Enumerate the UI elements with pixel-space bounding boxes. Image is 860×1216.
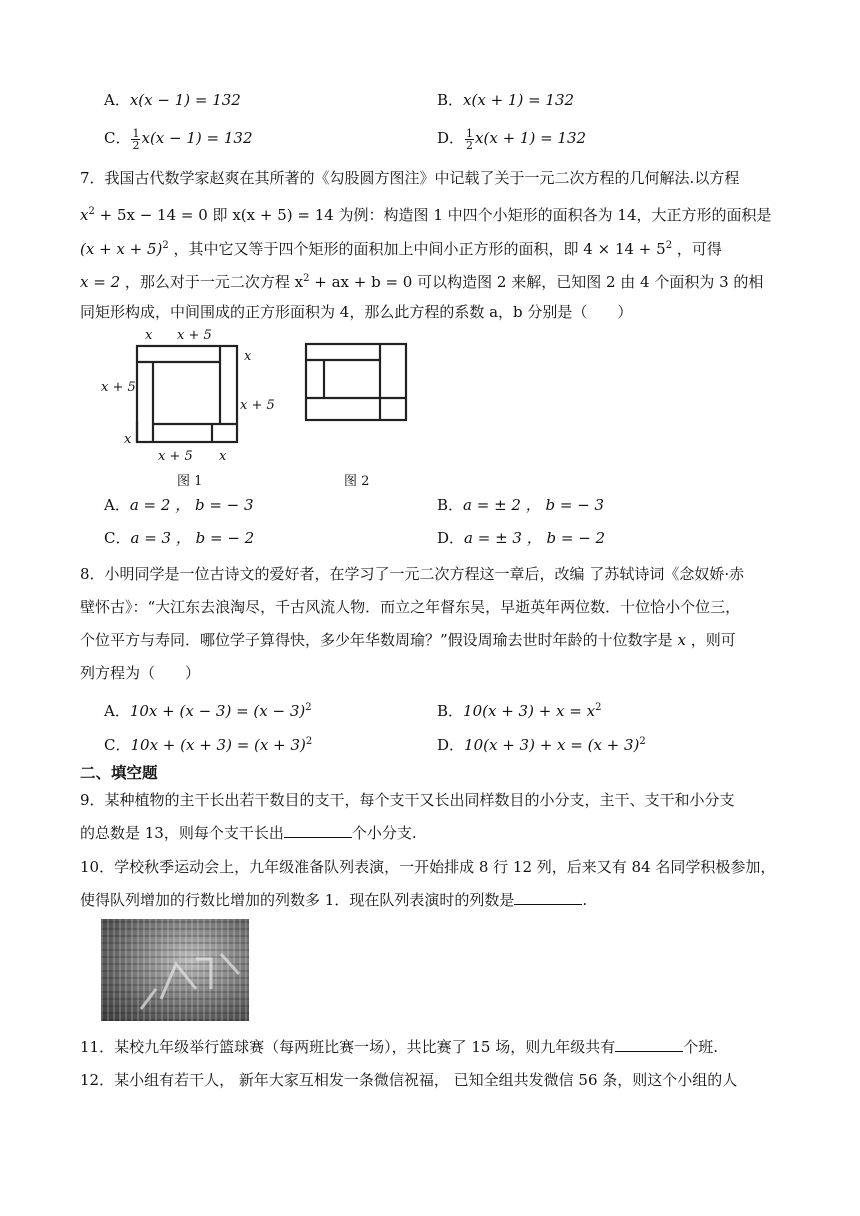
figure-2-diagram: [300, 340, 412, 422]
q7-line-3: $(x + x + 5)^2$ ，其中它又等于四个矩形的面积加上中间小正方形的面积，即 $4 \times 14 + 5^2$ ，可得: [80, 240, 722, 258]
q7-option-c: C．a = 3 ， b = − 2: [104, 529, 255, 547]
q8-option-b: B．$10(x + 3) + x = x^2$: [437, 702, 602, 720]
q8-option-d: D．$10(x + 3) + x = (x + 3)^2$: [437, 736, 646, 754]
answer-blank[interactable]: [514, 889, 582, 905]
answer-blank[interactable]: [284, 822, 352, 838]
q12-line-1: 12．某小组有若干人， 新年大家互相发一条微信祝福， 已知全组共发微信 56 条，则这个小组的人: [80, 1071, 738, 1089]
q10-line-2: 使得队列增加的行数比增加的列数多 1．现在队列表演时的列数是 .: [80, 891, 588, 909]
q7-line-4: x = 2 ，那么对于一元二次方程 $x^2$ + ax + b = 0 可以构造图 2 来解，已知图 2 由 4 个面积为 3 的相: [80, 273, 764, 291]
q9-line-2: 的总数是 13，则每个支干长出 个小分支.: [80, 824, 417, 842]
figure-1-caption: 图 1: [177, 474, 203, 489]
q10-line-1: 10．学校秋季运动会上，九年级准备队列表演，一开始排成 8 行 12 列，后来又有 84 名同学积极参加，: [80, 858, 776, 876]
fig1-label-top-x: x: [145, 328, 153, 343]
answer-blank[interactable]: [615, 1036, 683, 1052]
fig1-label-top-x5: x + 5: [177, 328, 212, 343]
q9-line-1: 9．某种植物的主干长出若干数目的支干，每个支干又长出同样数目的小分支，主干、支干和小分支: [80, 791, 735, 809]
q6-option-a: A．x(x − 1) = 132: [104, 91, 241, 109]
fraction-half: $\frac{1}{2}$: [466, 126, 474, 152]
q8-line-1: 8．小明同学是一位古诗文的爱好者，在学习了一元二次方程这一章后，改编 了苏轼诗词《念奴娇·赤: [80, 565, 745, 583]
fig1-label-bottom-x: x: [219, 449, 227, 464]
fig1-label-left-x: x: [124, 432, 132, 447]
q6-option-d: D． $\frac{1}{2}$ x(x + 1) = 132: [437, 126, 587, 152]
q7-option-b: B．a = ± 2 ， b = − 3: [437, 496, 605, 514]
q6-option-c: C． $\frac{1}{2}$ x(x − 1) = 132: [104, 126, 253, 152]
q6-option-b: B．x(x + 1) = 132: [437, 91, 575, 109]
q8-line-3: 个位平方与寿同．哪位学子算得快，多少年华数周瑜？”假设周瑜去世时年龄的十位数字是 x ，则可: [80, 631, 736, 649]
section-heading-fill-in: 二、填空题: [80, 764, 158, 782]
q7-line-5: 同矩形构成，中间围成的正方形面积为 4，那么此方程的系数 a，b 分别是（ ）: [80, 303, 633, 321]
q7-option-a: A．a = 2 ， b = − 3: [104, 496, 254, 514]
q7-line-1: 7．我国古代数学家赵爽在其所著的《勾股圆方图注》中记载了关于一元二次方程的几何解法.以方程: [80, 169, 740, 187]
fig1-label-right-x5: x + 5: [240, 398, 275, 413]
fig1-label-right-x: x: [244, 349, 252, 364]
q7-line-2: $x^2 + 5x - 14 = 0$ 即 x(x + 5) = 14 为例：构造图 1 中四个小矩形的面积各为 14，大正方形的面积是: [80, 206, 772, 224]
formation-photo: [101, 919, 249, 1021]
q7-option-d: D．a = ± 3 ， b = − 2: [437, 529, 606, 547]
q8-line-4: 列方程为（ ）: [80, 664, 201, 682]
q8-option-c: C．$10x + (x + 3) = (x + 3)^2$: [104, 736, 313, 754]
figure-2-caption: 图 2: [344, 474, 370, 489]
fig1-label-bottom-x5: x + 5: [158, 449, 193, 464]
fig1-label-left-x5: x + 5: [101, 380, 136, 395]
fraction-half: $\frac{1}{2}$: [132, 126, 140, 152]
q8-line-2: 壁怀古》：“大江东去浪淘尽，千古风流人物．而立之年督东吴，早逝英年两位数．十位恰小个位三，: [80, 598, 741, 616]
q11-line-1: 11．某校九年级举行篮球赛（每两班比赛一场），共比赛了 15 场，则九年级共有 个班.: [80, 1038, 718, 1056]
q8-option-a: A．$10x + (x - 3) = (x - 3)^2$: [104, 702, 312, 720]
